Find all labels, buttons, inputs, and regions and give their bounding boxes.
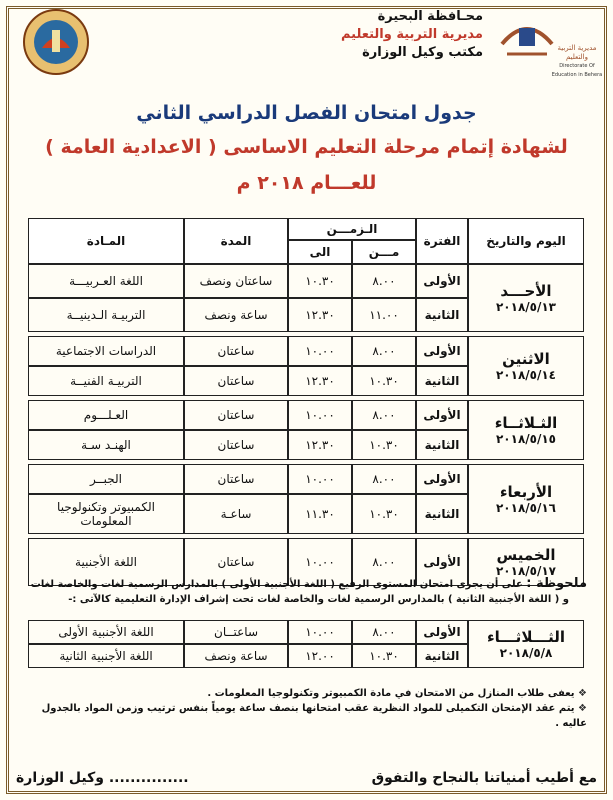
note-line-1: على أن يجرى امتحان المستوى الرفيع ( اللغة الأجنبية الأولى ) بالمدارس الرسمية لغات والخاصة لغات (30, 579, 523, 590)
exam-date: ٢٠١٨/٥/١٧ (495, 564, 557, 578)
time-to-cell: ١٢.٣٠ (288, 298, 352, 332)
day-date-cell (468, 620, 584, 668)
period-cell: الأولى (416, 620, 468, 644)
day-date-cell (468, 264, 584, 332)
table-row (28, 620, 584, 644)
table-row (28, 464, 584, 494)
header-period: الفترة (416, 218, 468, 264)
governorate-name: محـافظة البحيرة (377, 9, 483, 24)
page-title: جدول امتحان الفصل الدراسي الثاني (136, 102, 477, 124)
time-to-cell: ١٠.٠٠ (288, 400, 352, 430)
header (0, 0, 613, 92)
time-to-cell: ١٠.٣٠ (288, 264, 352, 298)
time-to-cell: ١٢.٣٠ (288, 366, 352, 396)
period-cell: الأولى (416, 400, 468, 430)
exam-date: ٢٠١٨/٥/١٦ (495, 501, 557, 515)
footer (16, 770, 597, 786)
note-line-2: و ( اللغة الأجنبية الثانية ) بالمدارس الرسمية لغات والخاصة لغات تحت إشراف الإدارة التعليمية كالآتى :- (68, 594, 569, 605)
day-date-cell (468, 336, 584, 396)
day-name: الأربعاء (499, 483, 553, 501)
subject-cell: اللغة الأجنبية (28, 538, 184, 586)
time-from-cell: ١٠.٣٠ (352, 644, 416, 668)
period-cell: الأولى (416, 464, 468, 494)
exam-date: ٢٠١٨/٥/٨ (499, 646, 553, 660)
header-time: الـزمـــن (288, 218, 416, 240)
day-name: الاثنين (502, 350, 550, 368)
office-name: مكتب وكيل الوزارة (362, 45, 483, 60)
day-date-cell (468, 464, 584, 534)
subject-cell: التربيـة الفنيــة (28, 366, 184, 396)
duration-cell: ساعتان ونصف (184, 264, 288, 298)
logo-caption-en: Directorate Of Education in Behera (551, 63, 603, 78)
duration-cell: ساعـة (184, 494, 288, 534)
subject-cell: الهنـد سـة (28, 430, 184, 460)
period-cell: الثانية (416, 644, 468, 668)
subject-cell: الدراسات الاجتماعية (28, 336, 184, 366)
day-name: الأحـــد (500, 282, 552, 300)
note-label: ملحوظة : (526, 576, 587, 591)
header-subject: المـادة (28, 218, 184, 264)
time-to-cell: ١٠.٠٠ (288, 620, 352, 644)
time-from-cell: ١٠.٣٠ (352, 430, 416, 460)
time-to-cell: ١٠.٠٠ (288, 464, 352, 494)
duration-cell: ساعتان (184, 400, 288, 430)
header-from: مـــن (352, 240, 416, 264)
subject-cell: التربيـة الـدينيــة (28, 298, 184, 332)
footer-signature: ............... وكيل الوزارة (16, 770, 189, 786)
subject-cell: الكمبيوتر وتكنولوجيا المعلومات (28, 494, 184, 534)
time-from-cell: ٨.٠٠ (352, 538, 416, 586)
period-cell: الثانية (416, 430, 468, 460)
table-row (28, 264, 584, 298)
header-to: الى (288, 240, 352, 264)
directorate-name: مديرية التربية والتعليم (340, 27, 483, 42)
day-name: الثـــلاثـــاء (487, 628, 565, 646)
period-cell: الثانية (416, 494, 468, 534)
time-to-cell: ١٠.٠٠ (288, 336, 352, 366)
period-cell: الأولى (416, 538, 468, 586)
table-row (28, 400, 584, 430)
page-year: للعـــام ٢٠١٨ م (236, 172, 377, 194)
time-from-cell: ٨.٠٠ (352, 620, 416, 644)
note-block (30, 576, 587, 607)
governorate-emblem-icon (22, 8, 90, 76)
duration-cell: ساعة ونصف (184, 644, 288, 668)
logo-caption-ar: مديرية التربية والتعليم (557, 44, 597, 61)
duration-cell: ساعتان (184, 336, 288, 366)
title-block (0, 98, 613, 198)
table-row (28, 336, 584, 366)
exam-date: ٢٠١٨/٥/١٣ (495, 300, 557, 314)
time-from-cell: ٨.٠٠ (352, 464, 416, 494)
subject-cell: اللغة العـربيـــة (28, 264, 184, 298)
duration-cell: ساعتان (184, 366, 288, 396)
day-name: الخميس (496, 546, 556, 564)
day-date-cell (468, 400, 584, 460)
subject-cell: الجبــر (28, 464, 184, 494)
time-from-cell: ٨.٠٠ (352, 400, 416, 430)
header-duration: المدة (184, 218, 288, 264)
exam-schedule-table (28, 218, 584, 586)
directorate-logo-caption (547, 44, 607, 80)
period-cell: الثانية (416, 298, 468, 332)
governorate-block (283, 8, 483, 62)
time-to-cell: ١٢.٣٠ (288, 430, 352, 460)
footer-wishes: مع أطيب أمنياتنا بالنجاح والتفوق (371, 770, 597, 786)
foreign-language-table (28, 620, 584, 668)
page-subtitle: لشهادة إتمام مرحلة التعليم الاساسى ( الاعدادية العامة ) (45, 136, 568, 158)
duration-cell: ساعتان (184, 430, 288, 460)
duration-cell: ساعتان (184, 464, 288, 494)
subject-cell: اللغة الأجنبية الأولى (28, 620, 184, 644)
exam-date: ٢٠١٨/٥/١٤ (495, 368, 557, 382)
bullet-note-2: ❖ يتم عقد الإمتحان التكميلى للمواد النظرية عقب امتحانها بنصف ساعة يومياً بنفس ترتيب وزمن المواد بالجدول عاليه . (30, 701, 587, 731)
time-from-cell: ١٠.٣٠ (352, 366, 416, 396)
time-to-cell: ١٢.٠٠ (288, 644, 352, 668)
duration-cell: ساعتــان (184, 620, 288, 644)
time-from-cell: ١١.٠٠ (352, 298, 416, 332)
day-name: الثـلاثــاء (494, 414, 558, 432)
time-to-cell: ١١.٣٠ (288, 494, 352, 534)
bullet-notes (30, 686, 587, 731)
header-day-date: اليوم والتاريخ (468, 218, 584, 264)
time-from-cell: ٨.٠٠ (352, 336, 416, 366)
exam-date: ٢٠١٨/٥/١٥ (495, 432, 557, 446)
time-from-cell: ٨.٠٠ (352, 264, 416, 298)
period-cell: الأولى (416, 264, 468, 298)
subject-cell: اللغة الأجنبية الثانية (28, 644, 184, 668)
time-to-cell: ١٠.٠٠ (288, 538, 352, 586)
period-cell: الثانية (416, 366, 468, 396)
subject-cell: العـلـــوم (28, 400, 184, 430)
period-cell: الأولى (416, 336, 468, 366)
duration-cell: ساعتان (184, 538, 288, 586)
bullet-note-1: ❖ يعفى طلاب المنازل من الامتحان في مادة الكمبيوتر وتكنولوجيا المعلومات . (30, 686, 587, 701)
time-from-cell: ١٠.٣٠ (352, 494, 416, 534)
duration-cell: ساعة ونصف (184, 298, 288, 332)
